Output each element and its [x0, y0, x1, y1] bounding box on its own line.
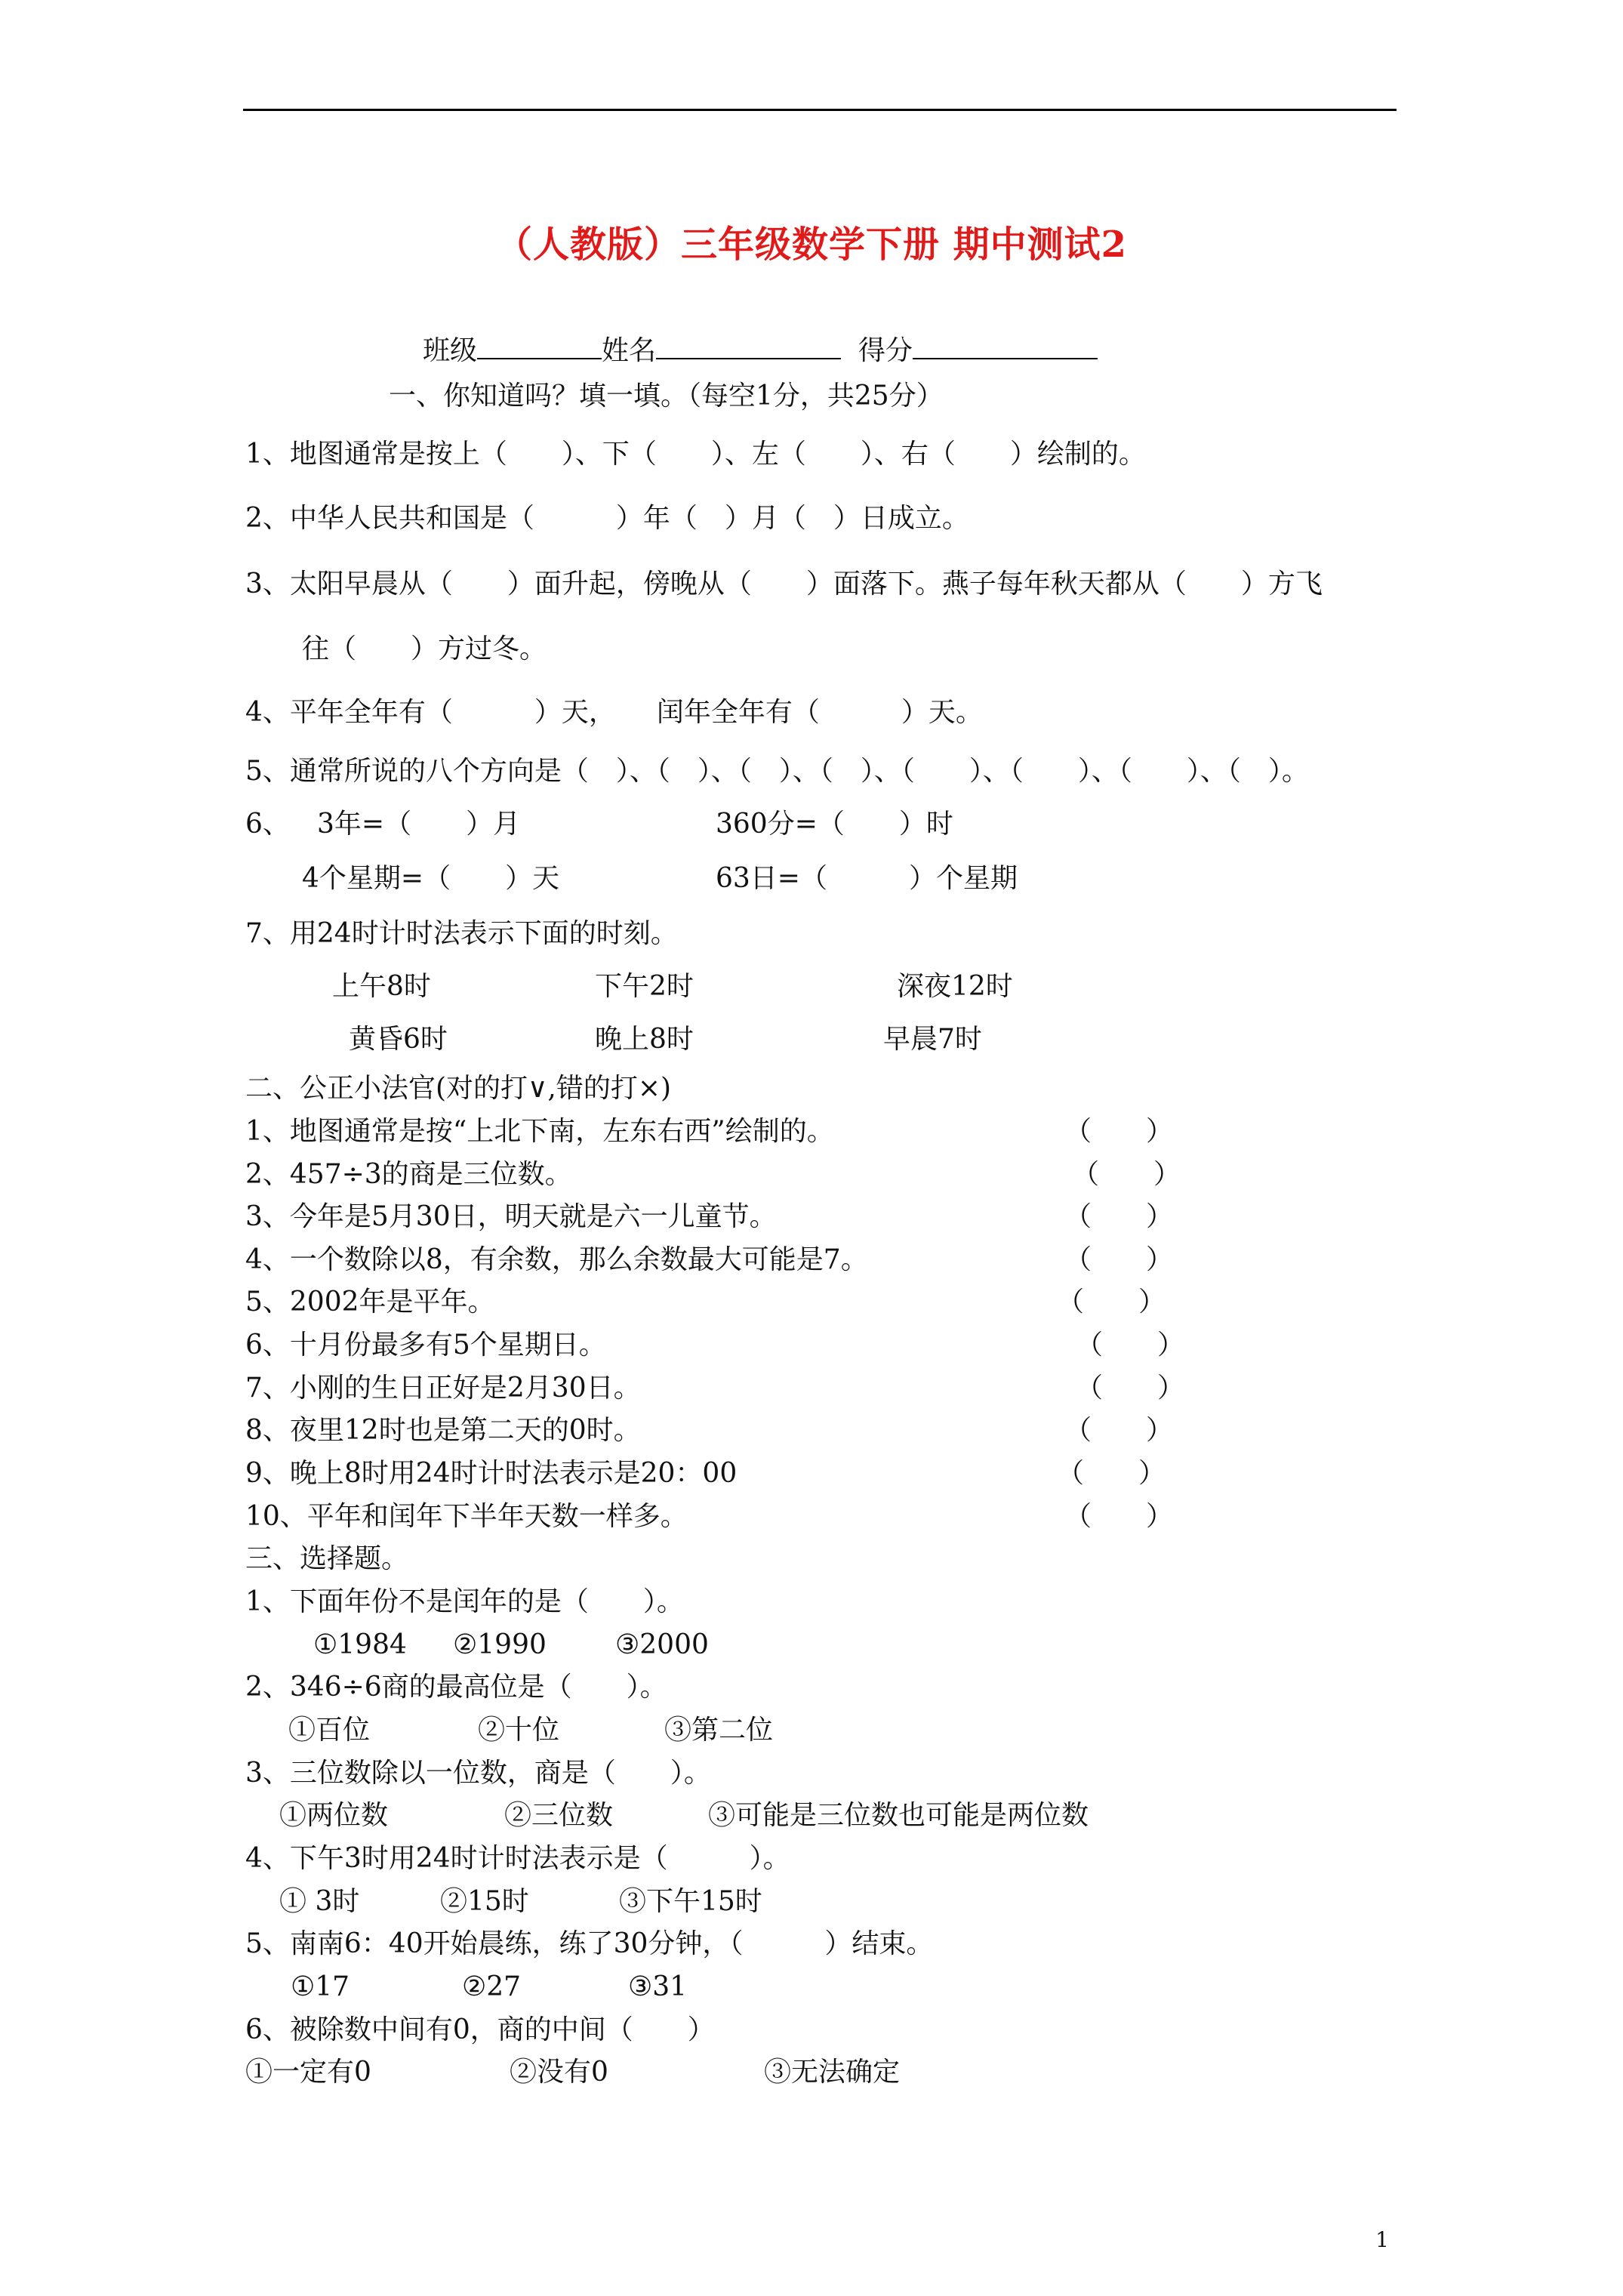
name-blank[interactable]: [656, 331, 841, 359]
s2-answer-paren[interactable]: （ ）: [1064, 1116, 1174, 1147]
s1-q3a: 3、太阳早晨从（ ）面升起，傍晚从（ ）面落下。燕子每年秋天都从（ ）方飞: [245, 569, 1323, 599]
s2-answer-paren[interactable]: （ ）: [1072, 1159, 1181, 1190]
s2-item: 8、夜里12时也是第二天的0时。: [245, 1415, 641, 1446]
s3-option[interactable]: ③可能是三位数也可能是两位数: [708, 1800, 1089, 1831]
s3-option[interactable]: ③2000: [615, 1629, 709, 1660]
s3-option[interactable]: ③第二位: [664, 1715, 774, 1746]
score-blank[interactable]: [913, 331, 1098, 359]
s2-item: 9、晚上8时用24时计时法表示是20：00: [245, 1458, 738, 1489]
s1-q6-label: 6、: [245, 809, 290, 840]
s3-option[interactable]: ① 3时: [279, 1886, 360, 1917]
s3-option[interactable]: ③31: [628, 1971, 688, 2002]
s2-answer-paren[interactable]: （ ）: [1076, 1373, 1185, 1404]
s1-q6b: 360分=（ ）时: [716, 809, 953, 840]
s3-question: 4、下午3时用24时计时法表示是（ ）。: [245, 1843, 790, 1874]
s3-option[interactable]: ②27: [462, 1971, 522, 2002]
s2-item: 1、地图通常是按“上北下南，左东右西”绘制的。: [245, 1116, 834, 1147]
s3-option[interactable]: ②三位数: [504, 1800, 614, 1831]
s2-item: 4、一个数除以8，有余数，那么余数最大可能是7。: [245, 1244, 868, 1275]
s3-question: 2、346÷6商的最高位是（ ）。: [245, 1672, 667, 1703]
section3-heading: 三、选择题。: [245, 1543, 409, 1574]
s1-q2: 2、中华人民共和国是（ ）年（ ）月（ ）日成立。: [245, 503, 969, 534]
page-number: 1: [1375, 2227, 1389, 2252]
s2-item: 6、十月份最多有5个星期日。: [245, 1330, 606, 1361]
s3-option[interactable]: ①两位数: [279, 1800, 389, 1831]
s3-option[interactable]: ①1984: [313, 1629, 407, 1660]
s3-option[interactable]: ③下午15时: [619, 1886, 762, 1917]
s1-q7-item: 上午8时: [332, 971, 431, 1002]
top-rule: [243, 109, 1397, 111]
s1-q7: 7、用24时计时法表示下面的时刻。: [245, 918, 678, 949]
s3-option[interactable]: ②十位: [478, 1715, 560, 1746]
s1-q6d: 63日=（ ）个星期: [716, 863, 1018, 894]
s2-item: 7、小刚的生日正好是2月30日。: [245, 1373, 641, 1404]
s3-option[interactable]: ②15时: [440, 1886, 529, 1917]
s2-answer-paren[interactable]: （ ）: [1064, 1501, 1174, 1532]
s2-answer-paren[interactable]: （ ）: [1064, 1201, 1174, 1232]
s3-option[interactable]: ①17: [291, 1971, 350, 2002]
s1-q6c: 4个星期=（ ）天: [302, 863, 560, 894]
s2-answer-paren[interactable]: （ ）: [1064, 1244, 1174, 1275]
s3-question: 6、被除数中间有0，商的中间（ ）: [245, 2014, 715, 2045]
s2-answer-paren[interactable]: （ ）: [1076, 1330, 1185, 1361]
s3-option[interactable]: ①一定有0: [245, 2057, 371, 2088]
s2-item: 5、2002年是平年。: [245, 1287, 495, 1318]
s3-option[interactable]: ③无法确定: [764, 2057, 901, 2088]
s1-q7-item: 晚上8时: [595, 1024, 694, 1055]
s1-q5: 5、通常所说的八个方向是（ ）、（ ）、（ ）、（ ）、（ ）、（ ）、（ ）、（ ）。: [245, 756, 1309, 787]
section1-heading: 一、你知道吗？填一填。（每空1分，共25分）: [389, 381, 944, 411]
s2-answer-paren[interactable]: （ ）: [1057, 1458, 1166, 1489]
s3-question: 1、下面年份不是闰年的是（ ）。: [245, 1586, 684, 1617]
s1-q7-item: 下午2时: [595, 971, 694, 1002]
s2-item: 3、今年是5月30日，明天就是六一儿童节。: [245, 1201, 777, 1232]
s2-item: 10、平年和闰年下半年天数一样多。: [245, 1501, 688, 1532]
s1-q7-item: 黄昏6时: [349, 1024, 448, 1055]
s1-q1: 1、地图通常是按上（ ）、下（ ）、左（ ）、右（ ）绘制的。: [245, 439, 1146, 470]
score-label: 得分: [858, 335, 913, 366]
s1-q6a: 3年=（ ）月: [317, 809, 521, 840]
s3-option[interactable]: ①百位: [288, 1715, 371, 1746]
s3-question: 3、三位数除以一位数，商是（ ）。: [245, 1758, 711, 1789]
s2-item: 2、457÷3的商是三位数。: [245, 1159, 572, 1190]
s3-option[interactable]: ②没有0: [510, 2057, 608, 2088]
s1-q3b: 往（ ）方过冬。: [302, 633, 547, 664]
s3-option[interactable]: ②1990: [453, 1629, 547, 1660]
s1-q4: 4、平年全年有（ ）天， 闰年全年有（ ）天。: [245, 697, 983, 728]
s3-question: 5、南南6：40开始晨练，练了30分钟，（ ）结束。: [245, 1928, 934, 1959]
student-info-line: [423, 331, 1098, 368]
s2-answer-paren[interactable]: （ ）: [1057, 1287, 1166, 1318]
s1-q7-item: 深夜12时: [897, 971, 1013, 1002]
class-blank[interactable]: [477, 331, 602, 359]
s1-q7-item: 早晨7时: [883, 1024, 982, 1055]
name-label: 姓名: [602, 335, 657, 366]
s2-answer-paren[interactable]: （ ）: [1064, 1415, 1174, 1446]
page-title: （人教版）三年级数学下册 期中测试2: [495, 223, 1128, 266]
class-label: 班级: [423, 335, 478, 366]
section2-heading: 二、公正小法官(对的打∨,错的打×): [245, 1073, 672, 1104]
